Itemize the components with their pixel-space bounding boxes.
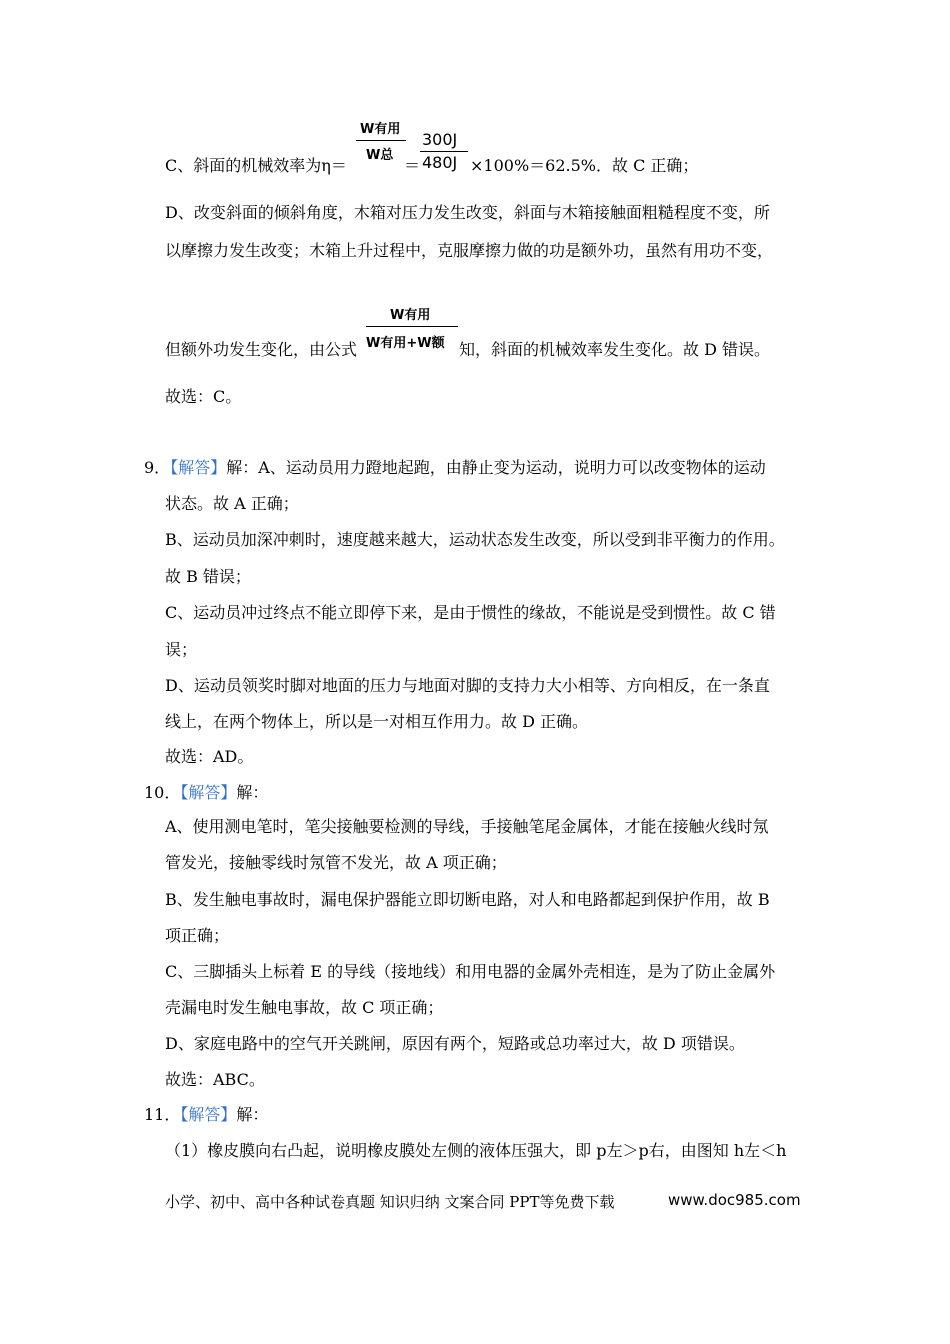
q9-line8: 线上，在两个物体上，所以是一对相互作用力。故 D 正确。 (165, 712, 589, 731)
q10-line3: B、发生触电事故时，漏电保护器能立即切断电路，对人和电路都起到保护作用，故 B (165, 890, 770, 909)
q8-c-suffix: ×100%＝62.5%．故 C 正确； (470, 156, 699, 175)
q8-c-equals: ＝ (404, 156, 421, 175)
q9-line4: 故 B 错误； (165, 567, 251, 586)
q9-line5: C、运动员冲过终点不能立即停下来，是由于惯性的缘故，不能说是受到惯性。故 C 错 (165, 603, 776, 622)
fraction-denominator: 480J (422, 153, 458, 172)
q9-heading (144, 457, 766, 479)
q10-answer: 故选：ABC。 (165, 1070, 265, 1089)
q10-line2: 管发光，接触零线时氖管不发光，故 A 项正确； (165, 853, 507, 872)
q9-line1: 解：A、运动员用力蹬地起跑，由静止变为运动，说明力可以改变物体的运动 (226, 458, 766, 477)
q11-heading (144, 1104, 268, 1126)
fraction-bar (366, 326, 458, 327)
q10-line6: 壳漏电时发生触电事故，故 C 项正确； (165, 998, 444, 1017)
q11-number: 11． (144, 1105, 181, 1124)
q10-answer-tag: 【解答】 (180, 783, 237, 802)
q8-d-line3-suffix: 知，斜面的机械效率发生变化。故 D 错误。 (459, 340, 771, 359)
q10-line7: D、家庭电路中的空气开关跳闸，原因有两个，短路或总功率过大，故 D 项错误。 (165, 1034, 745, 1053)
q9-answer: 故选：AD。 (165, 747, 254, 766)
q10-intro: 解： (236, 783, 269, 802)
q11-answer-tag: 【解答】 (180, 1105, 237, 1124)
q8-answer: 故选：C。 (165, 387, 242, 406)
q10-line5: C、三脚插头上标着 E 的导线（接地线）和用电器的金属外壳相连，是为了防止金属外 (165, 962, 776, 981)
fraction-bar (356, 140, 406, 141)
q8-c-efficiency-fraction (356, 116, 408, 168)
q8-d-line3-prefix: 但额外功发生变化，由公式 (165, 340, 358, 359)
footer-text: 小学、初中、高中各种试卷真题 知识归纳 文案合同 PPT等免费下载 (165, 1193, 615, 1211)
q11-intro: 解： (236, 1105, 269, 1124)
q10-line1: A、使用测电笔时，笔尖接触要检测的导线，手接触笔尾金属体，才能在接触火线时氖 (165, 817, 769, 836)
q9-line3: B、运动员加深冲刺时，速度越来越大，运动状态发生改变，所以受到非平衡力的作用。 (165, 530, 785, 549)
q9-line6: 误； (165, 640, 198, 659)
q10-number: 10． (144, 783, 181, 802)
footer-url[interactable]: www.doc985.com (668, 1191, 801, 1209)
q10-line4: 项正确； (165, 926, 230, 945)
q8-c-value-fraction (420, 130, 470, 176)
q8-d-efficiency-fraction (366, 302, 460, 356)
q9-line7: D、运动员领奖时脚对地面的压力与地面对脚的支持力大小相等、方向相反，在一条直 (165, 676, 770, 695)
fraction-denominator: W有用+W额 (366, 336, 445, 351)
q9-line2: 状态。故 A 正确； (165, 494, 299, 513)
fraction-bar (420, 151, 468, 152)
q8-c-prefix: C、斜面的机械效率为η＝ (165, 156, 347, 175)
fraction-numerator: 300J (422, 130, 458, 149)
fraction-numerator: W有用 (360, 122, 401, 137)
fraction-numerator: W有用 (390, 308, 431, 323)
q8-d-line2: 以摩擦力发生改变；木箱上升过程中，克服摩擦力做的功是额外功，虽然有用功不变， (165, 241, 774, 260)
q8-d-line1: D、改变斜面的倾斜角度，木箱对压力发生改变，斜面与木箱接触面粗糙程度不变，所 (165, 203, 770, 222)
q9-answer-tag: 【解答】 (170, 458, 227, 477)
q10-heading (144, 782, 268, 804)
q9-number: 9． (144, 458, 171, 477)
q11-line1: （1）橡皮膜向右凸起，说明橡皮膜处左侧的液体压强大，即 p左＞p右，由图知 h左＜h (165, 1141, 787, 1160)
fraction-denominator: W总 (366, 148, 394, 163)
